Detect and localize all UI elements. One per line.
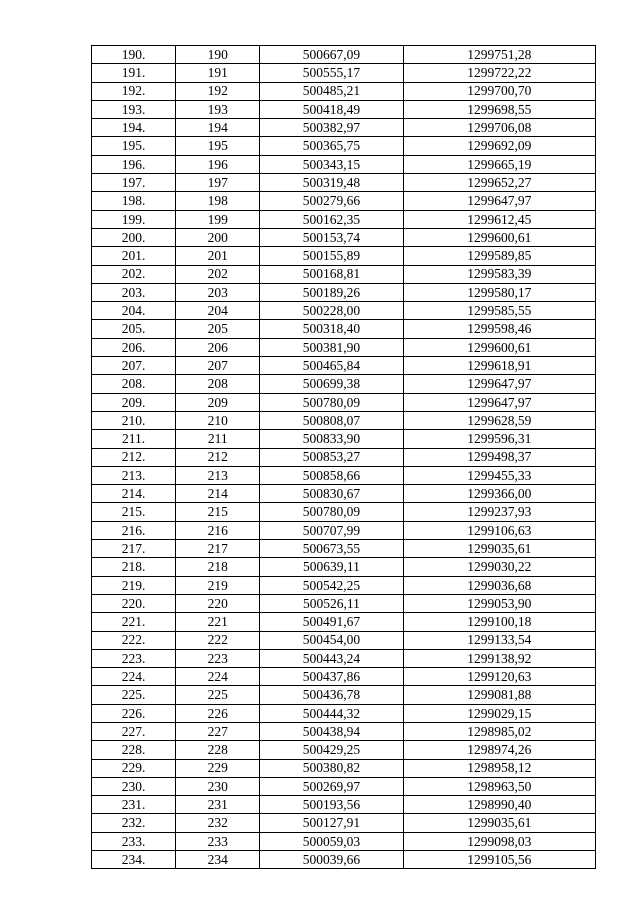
x-coordinate-cell: 500193,56 bbox=[260, 796, 403, 814]
point-number-cell: 225 bbox=[176, 686, 260, 704]
row-number-cell: 226. bbox=[92, 704, 176, 722]
row-number-cell: 205. bbox=[92, 320, 176, 338]
row-number-cell: 227. bbox=[92, 722, 176, 740]
row-number-cell: 221. bbox=[92, 613, 176, 631]
x-coordinate-cell: 500853,27 bbox=[260, 448, 403, 466]
table-row bbox=[92, 302, 596, 320]
x-coordinate-cell: 500228,00 bbox=[260, 302, 403, 320]
table-row bbox=[92, 320, 596, 338]
table-row bbox=[92, 796, 596, 814]
point-number-cell: 214 bbox=[176, 485, 260, 503]
x-coordinate-cell: 500429,25 bbox=[260, 741, 403, 759]
x-coordinate-cell: 500707,99 bbox=[260, 521, 403, 539]
x-coordinate-cell: 500168,81 bbox=[260, 265, 403, 283]
point-number-cell: 233 bbox=[176, 832, 260, 850]
y-coordinate-cell: 1299665,19 bbox=[403, 155, 595, 173]
table-row bbox=[92, 558, 596, 576]
y-coordinate-cell: 1299600,61 bbox=[403, 338, 595, 356]
table-row bbox=[92, 265, 596, 283]
row-number-cell: 230. bbox=[92, 777, 176, 795]
table-row bbox=[92, 411, 596, 429]
y-coordinate-cell: 1299589,85 bbox=[403, 247, 595, 265]
x-coordinate-cell: 500526,11 bbox=[260, 594, 403, 612]
y-coordinate-cell: 1299498,37 bbox=[403, 448, 595, 466]
y-coordinate-cell: 1299598,46 bbox=[403, 320, 595, 338]
y-coordinate-cell: 1299647,97 bbox=[403, 375, 595, 393]
y-coordinate-cell: 1299098,03 bbox=[403, 832, 595, 850]
point-number-cell: 205 bbox=[176, 320, 260, 338]
row-number-cell: 218. bbox=[92, 558, 176, 576]
y-coordinate-cell: 1299618,91 bbox=[403, 357, 595, 375]
y-coordinate-cell: 1299030,22 bbox=[403, 558, 595, 576]
y-coordinate-cell: 1299105,56 bbox=[403, 851, 595, 869]
x-coordinate-cell: 500382,97 bbox=[260, 119, 403, 137]
point-number-cell: 232 bbox=[176, 814, 260, 832]
x-coordinate-cell: 500808,07 bbox=[260, 411, 403, 429]
y-coordinate-cell: 1299652,27 bbox=[403, 174, 595, 192]
table-row bbox=[92, 503, 596, 521]
point-number-cell: 231 bbox=[176, 796, 260, 814]
point-number-cell: 206 bbox=[176, 338, 260, 356]
point-number-cell: 227 bbox=[176, 722, 260, 740]
row-number-cell: 213. bbox=[92, 466, 176, 484]
point-number-cell: 199 bbox=[176, 210, 260, 228]
point-number-cell: 210 bbox=[176, 411, 260, 429]
x-coordinate-cell: 500365,75 bbox=[260, 137, 403, 155]
point-number-cell: 228 bbox=[176, 741, 260, 759]
row-number-cell: 202. bbox=[92, 265, 176, 283]
y-coordinate-cell: 1298974,26 bbox=[403, 741, 595, 759]
y-coordinate-cell: 1299647,97 bbox=[403, 192, 595, 210]
y-coordinate-cell: 1299692,09 bbox=[403, 137, 595, 155]
point-number-cell: 203 bbox=[176, 283, 260, 301]
point-number-cell: 218 bbox=[176, 558, 260, 576]
row-number-cell: 214. bbox=[92, 485, 176, 503]
y-coordinate-cell: 1298990,40 bbox=[403, 796, 595, 814]
x-coordinate-cell: 500699,38 bbox=[260, 375, 403, 393]
point-number-cell: 222 bbox=[176, 631, 260, 649]
y-coordinate-cell: 1299596,31 bbox=[403, 430, 595, 448]
row-number-cell: 190. bbox=[92, 46, 176, 64]
x-coordinate-cell: 500830,67 bbox=[260, 485, 403, 503]
row-number-cell: 219. bbox=[92, 576, 176, 594]
point-number-cell: 198 bbox=[176, 192, 260, 210]
x-coordinate-cell: 500059,03 bbox=[260, 832, 403, 850]
table-row bbox=[92, 759, 596, 777]
row-number-cell: 208. bbox=[92, 375, 176, 393]
row-number-cell: 222. bbox=[92, 631, 176, 649]
point-number-cell: 191 bbox=[176, 64, 260, 82]
table-row bbox=[92, 210, 596, 228]
point-number-cell: 202 bbox=[176, 265, 260, 283]
point-number-cell: 223 bbox=[176, 649, 260, 667]
row-number-cell: 206. bbox=[92, 338, 176, 356]
y-coordinate-cell: 1299751,28 bbox=[403, 46, 595, 64]
table-row bbox=[92, 174, 596, 192]
point-number-cell: 196 bbox=[176, 155, 260, 173]
point-number-cell: 209 bbox=[176, 393, 260, 411]
y-coordinate-cell: 1299585,55 bbox=[403, 302, 595, 320]
row-number-cell: 224. bbox=[92, 668, 176, 686]
point-number-cell: 211 bbox=[176, 430, 260, 448]
table-row bbox=[92, 540, 596, 558]
y-coordinate-cell: 1299100,18 bbox=[403, 613, 595, 631]
table-row bbox=[92, 485, 596, 503]
row-number-cell: 225. bbox=[92, 686, 176, 704]
row-number-cell: 197. bbox=[92, 174, 176, 192]
table-row bbox=[92, 741, 596, 759]
table-row bbox=[92, 375, 596, 393]
point-number-cell: 195 bbox=[176, 137, 260, 155]
y-coordinate-cell: 1299706,08 bbox=[403, 119, 595, 137]
x-coordinate-cell: 500436,78 bbox=[260, 686, 403, 704]
coordinates-table bbox=[91, 45, 596, 869]
point-number-cell: 230 bbox=[176, 777, 260, 795]
table-row bbox=[92, 613, 596, 631]
row-number-cell: 192. bbox=[92, 82, 176, 100]
x-coordinate-cell: 500673,55 bbox=[260, 540, 403, 558]
row-number-cell: 204. bbox=[92, 302, 176, 320]
table-row bbox=[92, 851, 596, 869]
table-row bbox=[92, 631, 596, 649]
point-number-cell: 208 bbox=[176, 375, 260, 393]
point-number-cell: 204 bbox=[176, 302, 260, 320]
row-number-cell: 229. bbox=[92, 759, 176, 777]
point-number-cell: 234 bbox=[176, 851, 260, 869]
table-row bbox=[92, 357, 596, 375]
row-number-cell: 196. bbox=[92, 155, 176, 173]
table-row bbox=[92, 100, 596, 118]
row-number-cell: 207. bbox=[92, 357, 176, 375]
point-number-cell: 193 bbox=[176, 100, 260, 118]
x-coordinate-cell: 500039,66 bbox=[260, 851, 403, 869]
y-coordinate-cell: 1299081,88 bbox=[403, 686, 595, 704]
table-row bbox=[92, 64, 596, 82]
row-number-cell: 198. bbox=[92, 192, 176, 210]
y-coordinate-cell: 1299133,54 bbox=[403, 631, 595, 649]
y-coordinate-cell: 1299583,39 bbox=[403, 265, 595, 283]
point-number-cell: 220 bbox=[176, 594, 260, 612]
x-coordinate-cell: 500318,40 bbox=[260, 320, 403, 338]
x-coordinate-cell: 500438,94 bbox=[260, 722, 403, 740]
y-coordinate-cell: 1299600,61 bbox=[403, 228, 595, 246]
point-number-cell: 221 bbox=[176, 613, 260, 631]
x-coordinate-cell: 500279,66 bbox=[260, 192, 403, 210]
coordinates-table-body bbox=[92, 46, 596, 869]
x-coordinate-cell: 500667,09 bbox=[260, 46, 403, 64]
x-coordinate-cell: 500491,67 bbox=[260, 613, 403, 631]
y-coordinate-cell: 1299647,97 bbox=[403, 393, 595, 411]
table-row bbox=[92, 722, 596, 740]
point-number-cell: 194 bbox=[176, 119, 260, 137]
row-number-cell: 211. bbox=[92, 430, 176, 448]
point-number-cell: 201 bbox=[176, 247, 260, 265]
y-coordinate-cell: 1299722,22 bbox=[403, 64, 595, 82]
y-coordinate-cell: 1299455,33 bbox=[403, 466, 595, 484]
y-coordinate-cell: 1299366,00 bbox=[403, 485, 595, 503]
table-row bbox=[92, 247, 596, 265]
table-row bbox=[92, 466, 596, 484]
row-number-cell: 217. bbox=[92, 540, 176, 558]
table-row bbox=[92, 576, 596, 594]
y-coordinate-cell: 1299036,68 bbox=[403, 576, 595, 594]
y-coordinate-cell: 1299120,63 bbox=[403, 668, 595, 686]
y-coordinate-cell: 1299035,61 bbox=[403, 540, 595, 558]
x-coordinate-cell: 500155,89 bbox=[260, 247, 403, 265]
table-row bbox=[92, 82, 596, 100]
table-row bbox=[92, 46, 596, 64]
table-row bbox=[92, 594, 596, 612]
x-coordinate-cell: 500418,49 bbox=[260, 100, 403, 118]
point-number-cell: 219 bbox=[176, 576, 260, 594]
table-row bbox=[92, 393, 596, 411]
row-number-cell: 199. bbox=[92, 210, 176, 228]
x-coordinate-cell: 500454,00 bbox=[260, 631, 403, 649]
row-number-cell: 215. bbox=[92, 503, 176, 521]
point-number-cell: 190 bbox=[176, 46, 260, 64]
point-number-cell: 224 bbox=[176, 668, 260, 686]
row-number-cell: 223. bbox=[92, 649, 176, 667]
table-row bbox=[92, 137, 596, 155]
row-number-cell: 233. bbox=[92, 832, 176, 850]
x-coordinate-cell: 500269,97 bbox=[260, 777, 403, 795]
table-row bbox=[92, 686, 596, 704]
row-number-cell: 191. bbox=[92, 64, 176, 82]
x-coordinate-cell: 500189,26 bbox=[260, 283, 403, 301]
row-number-cell: 200. bbox=[92, 228, 176, 246]
y-coordinate-cell: 1299628,59 bbox=[403, 411, 595, 429]
point-number-cell: 192 bbox=[176, 82, 260, 100]
y-coordinate-cell: 1299035,61 bbox=[403, 814, 595, 832]
point-number-cell: 216 bbox=[176, 521, 260, 539]
point-number-cell: 217 bbox=[176, 540, 260, 558]
point-number-cell: 213 bbox=[176, 466, 260, 484]
x-coordinate-cell: 500780,09 bbox=[260, 503, 403, 521]
table-row bbox=[92, 192, 596, 210]
point-number-cell: 226 bbox=[176, 704, 260, 722]
table-row bbox=[92, 430, 596, 448]
y-coordinate-cell: 1299698,55 bbox=[403, 100, 595, 118]
row-number-cell: 228. bbox=[92, 741, 176, 759]
y-coordinate-cell: 1299580,17 bbox=[403, 283, 595, 301]
table-row bbox=[92, 521, 596, 539]
x-coordinate-cell: 500780,09 bbox=[260, 393, 403, 411]
x-coordinate-cell: 500639,11 bbox=[260, 558, 403, 576]
table-row bbox=[92, 832, 596, 850]
x-coordinate-cell: 500127,91 bbox=[260, 814, 403, 832]
table-row bbox=[92, 814, 596, 832]
table-row bbox=[92, 448, 596, 466]
x-coordinate-cell: 500833,90 bbox=[260, 430, 403, 448]
table-row bbox=[92, 228, 596, 246]
table-row bbox=[92, 704, 596, 722]
x-coordinate-cell: 500437,86 bbox=[260, 668, 403, 686]
x-coordinate-cell: 500443,24 bbox=[260, 649, 403, 667]
x-coordinate-cell: 500380,82 bbox=[260, 759, 403, 777]
table-row bbox=[92, 777, 596, 795]
table-row bbox=[92, 668, 596, 686]
y-coordinate-cell: 1298985,02 bbox=[403, 722, 595, 740]
point-number-cell: 207 bbox=[176, 357, 260, 375]
table-row bbox=[92, 119, 596, 137]
x-coordinate-cell: 500153,74 bbox=[260, 228, 403, 246]
row-number-cell: 234. bbox=[92, 851, 176, 869]
x-coordinate-cell: 500858,66 bbox=[260, 466, 403, 484]
x-coordinate-cell: 500162,35 bbox=[260, 210, 403, 228]
y-coordinate-cell: 1299700,70 bbox=[403, 82, 595, 100]
point-number-cell: 215 bbox=[176, 503, 260, 521]
row-number-cell: 194. bbox=[92, 119, 176, 137]
row-number-cell: 195. bbox=[92, 137, 176, 155]
y-coordinate-cell: 1299053,90 bbox=[403, 594, 595, 612]
y-coordinate-cell: 1299029,15 bbox=[403, 704, 595, 722]
x-coordinate-cell: 500485,21 bbox=[260, 82, 403, 100]
y-coordinate-cell: 1299237,93 bbox=[403, 503, 595, 521]
point-number-cell: 197 bbox=[176, 174, 260, 192]
row-number-cell: 212. bbox=[92, 448, 176, 466]
table-row bbox=[92, 283, 596, 301]
x-coordinate-cell: 500542,25 bbox=[260, 576, 403, 594]
x-coordinate-cell: 500343,15 bbox=[260, 155, 403, 173]
table-row bbox=[92, 338, 596, 356]
point-number-cell: 200 bbox=[176, 228, 260, 246]
y-coordinate-cell: 1298963,50 bbox=[403, 777, 595, 795]
point-number-cell: 212 bbox=[176, 448, 260, 466]
row-number-cell: 220. bbox=[92, 594, 176, 612]
x-coordinate-cell: 500381,90 bbox=[260, 338, 403, 356]
x-coordinate-cell: 500319,48 bbox=[260, 174, 403, 192]
x-coordinate-cell: 500444,32 bbox=[260, 704, 403, 722]
table-row bbox=[92, 155, 596, 173]
row-number-cell: 203. bbox=[92, 283, 176, 301]
row-number-cell: 209. bbox=[92, 393, 176, 411]
row-number-cell: 193. bbox=[92, 100, 176, 118]
y-coordinate-cell: 1299138,92 bbox=[403, 649, 595, 667]
point-number-cell: 229 bbox=[176, 759, 260, 777]
table-row bbox=[92, 649, 596, 667]
y-coordinate-cell: 1299106,63 bbox=[403, 521, 595, 539]
row-number-cell: 216. bbox=[92, 521, 176, 539]
row-number-cell: 231. bbox=[92, 796, 176, 814]
y-coordinate-cell: 1299612,45 bbox=[403, 210, 595, 228]
row-number-cell: 201. bbox=[92, 247, 176, 265]
x-coordinate-cell: 500465,84 bbox=[260, 357, 403, 375]
y-coordinate-cell: 1298958,12 bbox=[403, 759, 595, 777]
x-coordinate-cell: 500555,17 bbox=[260, 64, 403, 82]
row-number-cell: 232. bbox=[92, 814, 176, 832]
row-number-cell: 210. bbox=[92, 411, 176, 429]
